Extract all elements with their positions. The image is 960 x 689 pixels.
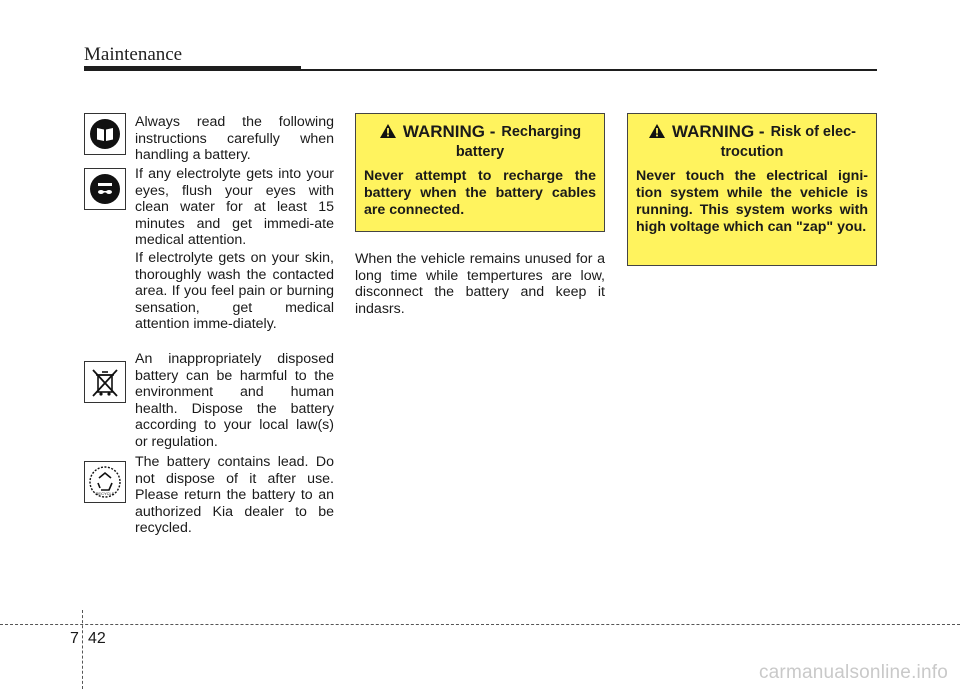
- crossed-bin-icon: [84, 361, 126, 403]
- section-title: Maintenance: [84, 44, 183, 65]
- intro-paragraph: Always read the following instructions carefully when handling a battery.: [135, 114, 334, 163]
- disposal-paragraph: An inappropriately disposed battery can be harmful to the environment and human health. Dispose the battery according to your local law(s) or regulation.: [135, 351, 334, 450]
- watermark: carmanualsonline.info: [758, 662, 948, 683]
- warning-label: WARNING -: [402, 122, 496, 141]
- header-rule-thick: [84, 66, 301, 71]
- page-number: 42: [88, 630, 106, 647]
- chapter-number: 7: [70, 630, 79, 647]
- warning-box-electrocution: [627, 113, 877, 266]
- footer-divider: [0, 624, 960, 625]
- footer-vertical-divider: [82, 610, 83, 689]
- warning-topic-continued: trocution: [720, 144, 784, 160]
- eye-protection-icon: [84, 168, 126, 210]
- recycle-icon: [84, 461, 126, 503]
- recycle-paragraph: The battery contains lead. Do not dispose of it after use. Please return the battery to an authorized Kia dealer to be recycled.: [135, 454, 334, 536]
- warning-triangle-icon: [379, 123, 397, 139]
- warning-topic-continued: battery: [455, 144, 505, 160]
- skin-electrolyte-paragraph: If electrolyte gets on your skin, thoroughly wash the contacted area. If you feel pain or burning sensation, get medical attention imme-diately.: [135, 250, 334, 332]
- warning-text: Never touch the electrical igni-tion system while the vehicle is running. This system works with high voltage which can "zap" you.: [636, 168, 868, 235]
- warning-box-recharging: [355, 113, 605, 232]
- recycle-icon-label: RECYCLE: [95, 491, 115, 496]
- read-manual-icon: [84, 113, 126, 155]
- warning-topic: Recharging: [501, 124, 582, 140]
- warning-topic: Risk of elec-: [770, 124, 856, 140]
- warning-label: WARNING -: [672, 122, 765, 141]
- warning-text: Never attempt to recharge the battery when the battery cables are connected.: [364, 168, 596, 218]
- warning-triangle-icon: [648, 123, 666, 139]
- unused-vehicle-paragraph: When the vehicle remains unused for a long time while tempertures are low, disconnect the battery and keep it indasrs.: [355, 251, 605, 317]
- header-rule-thin: [301, 69, 877, 71]
- eye-electrolyte-paragraph: If any electrolyte gets into your eyes, flush your eyes with clean water for at least 15 minutes and get immedi-ate medical attention.: [135, 166, 334, 248]
